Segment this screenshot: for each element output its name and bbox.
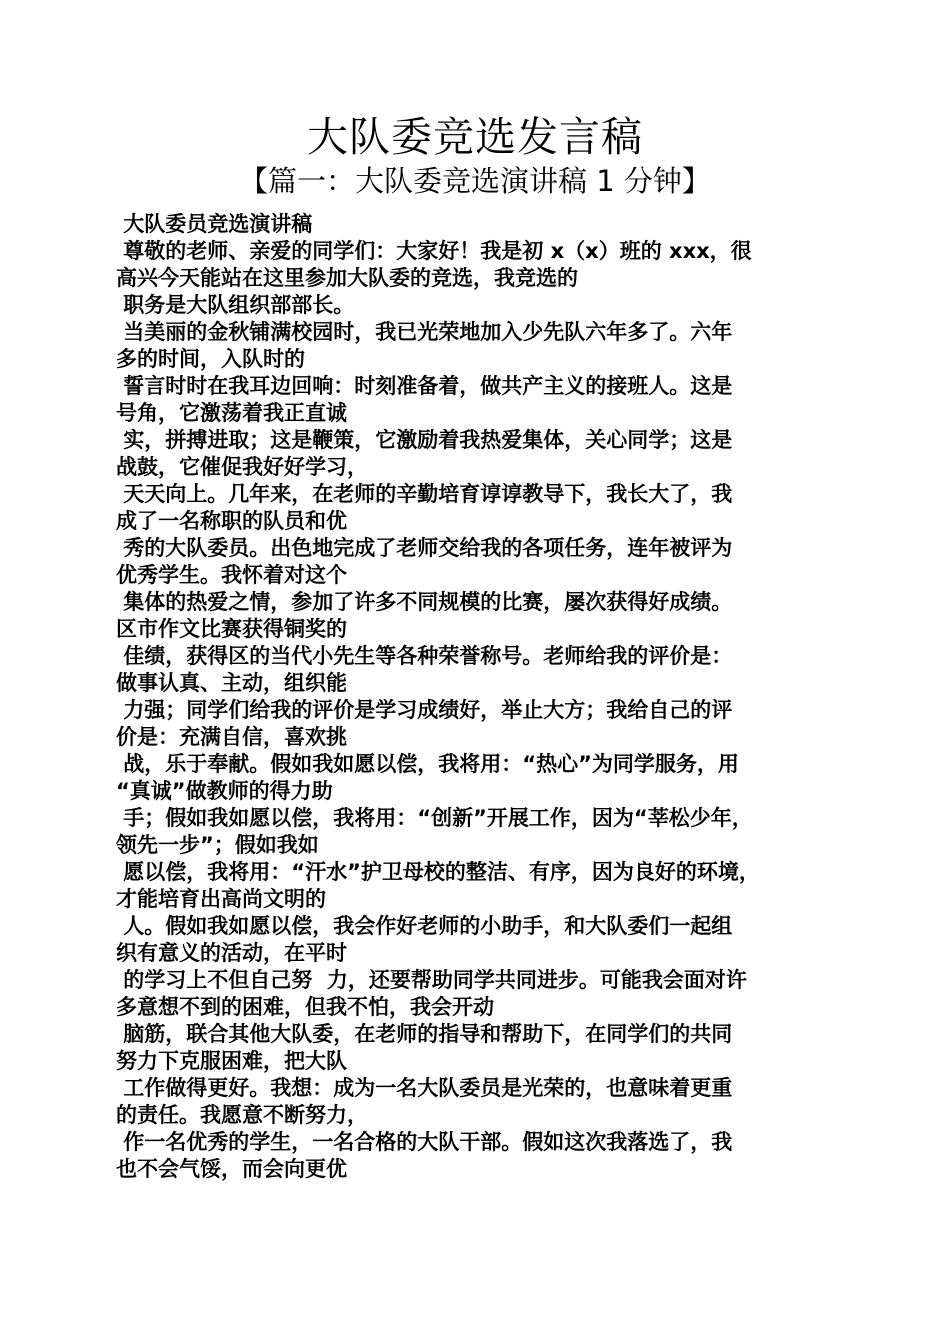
body-line: 高兴今天能站在这里参加大队委的竞选，我竞选的 [116,266,578,290]
body-line: 脑筋，联合其他大队委，在老师的指导和帮助下，在同学们的共同 [116,1022,733,1046]
body-line: 的责任。我愿意不断努力， [116,1103,368,1127]
body-line: 努力下克服困难，把大队 [116,1049,347,1073]
document-title: 大队委竞选发言稿 [307,113,643,161]
document-subtitle: 【篇一：大队委竞选演讲稿 1 分钟】 [239,164,711,198]
body-line: 优秀学生。我怀着对这个 [116,563,347,587]
body-line: 职务是大队组织部部长。 [116,293,355,317]
body-line: 工作做得更好。我想：成为一名大队委员是光荣的，也意味着更重 [116,1076,733,1100]
body-line: 战鼓，它催促我好好学习， [116,455,368,479]
body-line: 的学习上不但自己努 力，还要帮助同学共同进步。可能我会面对许 [116,968,747,992]
body-line: 织有意义的活动，在平时 [116,941,347,965]
body-line: 多意想不到的困难，但我不怕，我会开动 [116,995,494,1019]
body-line: 秀的大队委员。出色地完成了老师交给我的各项任务，连年被评为 [116,536,733,560]
body-line: 多的时间，入队时的 [116,347,305,371]
body-line: 也不会气馁，而会向更优 [116,1157,347,1181]
body-line: 人。假如我如愿以偿，我会作好老师的小助手，和大队委们一起组 [116,914,733,938]
body-line: 实，拼搏进取；这是鞭策，它激励着我热爱集体，关心同学；这是 [116,428,733,452]
body-line: 区市作文比赛获得铜奖的 [116,617,347,641]
body-line: 当美丽的金秋铺满校园时，我已光荣地加入少先队六年多了。六年 [116,320,733,344]
body-line: 佳绩，获得区的当代小先生等各种荣誉称号。老师给我的评价是： [116,644,733,668]
body-line: 誓言时时在我耳边回响：时刻准备着，做共产主义的接班人。这是 [116,374,733,398]
body-line: 战，乐于奉献。假如我如愿以偿，我将用：“热心”为同学服务，用 [116,752,739,776]
body-line: 号角，它激荡着我正直诚 [116,401,347,425]
body-line: 集体的热爱之情，参加了许多不同规模的比赛，屡次获得好成绩。 [116,590,733,614]
body-line: 天天向上。几年来，在老师的辛勤培育谆谆教导下，我长大了，我 [116,482,733,506]
body-line: 尊敬的老师、亲爱的同学们：大家好！我是初 x（x）班的 xxx，很 [116,239,752,263]
body-line: 价是：充满自信，喜欢挑 [116,725,347,749]
body-line: 手；假如我如愿以偿，我将用：“创新”开展工作，因为“莘松少年， [116,806,753,830]
body-line: 做事认真、主动，组织能 [116,671,347,695]
document-body [116,211,836,1183]
body-line: 作一名优秀的学生，一名合格的大队干部。假如这次我落选了，我 [116,1130,733,1154]
body-line: 愿以偿，我将用：“汗水”护卫母校的整洁、有序，因为良好的环境， [116,860,760,884]
body-line: “真诚”做教师的得力助 [116,779,333,803]
body-line: 才能培育出高尚文明的 [116,887,326,911]
body-line: 成了一名称职的队员和优 [116,509,347,533]
body-line: 领先一步”；假如我如 [116,833,319,857]
body-line: 力强；同学们给我的评价是学习成绩好，举止大方；我给自己的评 [116,698,733,722]
body-line: 大队委员竞选演讲稿 [116,212,313,236]
